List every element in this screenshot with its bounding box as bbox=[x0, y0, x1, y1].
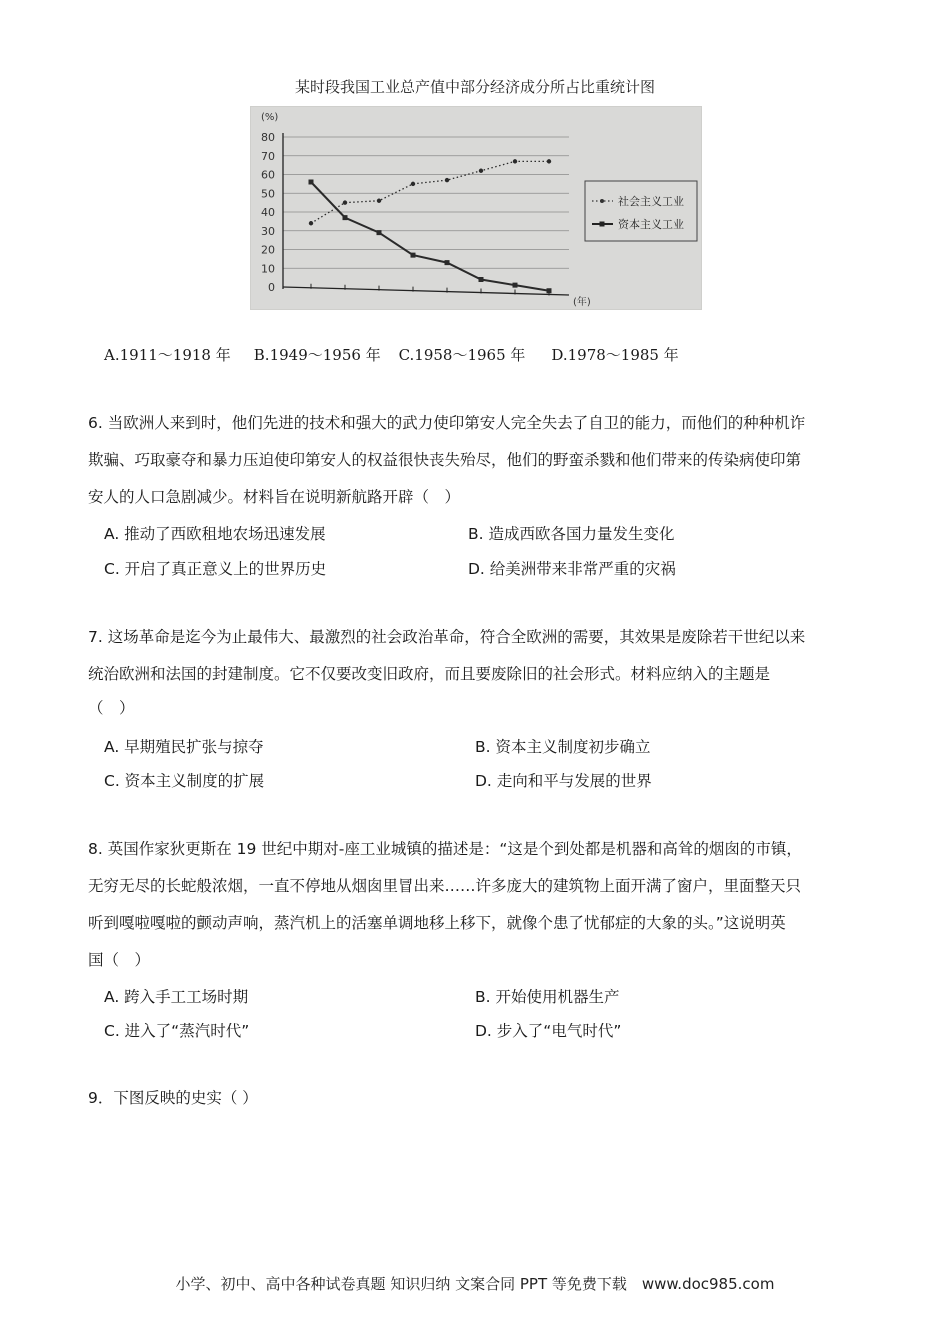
q7-option-d[interactable]: D. 走向和平与发展的世界 bbox=[475, 772, 652, 790]
q8-line: 无穷无尽的长蛇般浓烟，一直不停地从烟囱里冒出来……许多庞大的建筑物上面开满了窗户，里面整天只 bbox=[88, 877, 802, 895]
q8-option-c[interactable]: C. 进入了“蒸汽时代” bbox=[104, 1022, 250, 1040]
data-point-socialist bbox=[513, 159, 517, 163]
q6-line: 安人的人口急剧减少。材料旨在说明新航路开辟（ ） bbox=[88, 488, 461, 506]
q7-line: 7. 这场革命是迄今为止最伟大、最激烈的社会政治革命，符合全欧洲的需要，其效果是废除若干世纪以来 bbox=[88, 628, 806, 646]
data-point-socialist bbox=[445, 178, 449, 182]
q8-option-b[interactable]: B. 开始使用机器生产 bbox=[475, 988, 620, 1006]
y-tick-label: 50 bbox=[261, 187, 275, 201]
q8-stem bbox=[88, 831, 868, 979]
y-tick-labels bbox=[261, 131, 275, 294]
chart-title: 某时段我国工业总产值中部分经济成分所占比重统计图 bbox=[294, 78, 655, 96]
data-point-socialist bbox=[411, 182, 415, 186]
q7-option-c[interactable]: C. 资本主义制度的扩展 bbox=[104, 772, 265, 790]
chart-series bbox=[309, 159, 552, 293]
data-point-capitalist bbox=[377, 230, 382, 235]
q5-options bbox=[104, 344, 679, 365]
x-axis-line bbox=[283, 287, 569, 295]
data-point-socialist bbox=[343, 200, 347, 204]
y-tick-label: 30 bbox=[261, 224, 275, 238]
data-point-socialist bbox=[377, 199, 381, 203]
data-point-socialist bbox=[309, 221, 313, 225]
q6-line: 欺骗、巧取豪夺和暴力压迫使印第安人的权益很快丧失殆尽，他们的野蛮杀戮和他们带来的传染病使印第 bbox=[88, 451, 802, 469]
y-tick-label: 60 bbox=[261, 168, 275, 182]
x-axis-label: (年) bbox=[573, 297, 591, 308]
data-point-capitalist bbox=[547, 288, 552, 293]
legend-marker-socialist bbox=[600, 199, 604, 203]
legend-label-capitalist: 资本主义工业 bbox=[618, 218, 684, 231]
data-point-capitalist bbox=[343, 215, 348, 220]
data-point-capitalist bbox=[411, 253, 416, 258]
q6-option-c[interactable]: C. 开启了真正意义上的世界历史 bbox=[104, 560, 327, 578]
data-point-capitalist bbox=[513, 283, 518, 288]
line-chart bbox=[250, 106, 702, 310]
q6-option-b[interactable]: B. 造成西欧各国力量发生变化 bbox=[468, 525, 675, 543]
q8-option-a[interactable]: A. 跨入手工工场时期 bbox=[104, 988, 249, 1006]
data-point-capitalist bbox=[445, 260, 450, 265]
data-point-socialist bbox=[479, 169, 483, 173]
y-axis-label: (%) bbox=[261, 112, 279, 123]
legend-label-socialist: 社会主义工业 bbox=[618, 195, 684, 208]
legend-marker-capitalist bbox=[600, 222, 605, 227]
series-line-socialist bbox=[311, 161, 549, 223]
q7-stem bbox=[88, 619, 868, 723]
q5-option-c[interactable]: C.1958～1965 年 bbox=[398, 346, 526, 364]
q5-option-a[interactable]: A.1911～1918 年 bbox=[104, 346, 231, 364]
series-line-capitalist bbox=[311, 182, 549, 291]
chart-svg bbox=[251, 107, 701, 309]
y-tick-label: 70 bbox=[261, 149, 275, 163]
y-tick-label: 0 bbox=[268, 281, 275, 294]
q8-line: 听到嘎啦嘎啦的颤动声响，蒸汽机上的活塞单调地移上移下，就像个患了忧郁症的大象的头。”这说明英 bbox=[88, 914, 786, 932]
data-point-capitalist bbox=[309, 180, 314, 185]
legend-box bbox=[585, 181, 697, 241]
q8-line: 8. 英国作家狄更斯在 19 世纪中期对-座工业城镇的描述是：“这是个到处都是机器和高耸的烟囱的市镇， bbox=[88, 840, 802, 858]
chart-legend bbox=[585, 181, 697, 241]
q7-option-a[interactable]: A. 早期殖民扩张与掠夺 bbox=[104, 738, 264, 756]
q6-option-d[interactable]: D. 给美洲带来非常严重的灾祸 bbox=[468, 560, 676, 578]
q8-option-d[interactable]: D. 步入了“电气时代” bbox=[475, 1022, 622, 1040]
y-tick-label: 80 bbox=[261, 131, 275, 144]
q9-stem: 9．下图反映的史实（ ） bbox=[88, 1089, 258, 1107]
q7-option-b[interactable]: B. 资本主义制度初步确立 bbox=[475, 738, 651, 756]
page-footer[interactable]: 小学、初中、高中各种试卷真题 知识归纳 文案合同 PPT 等免费下载 www.doc985.com bbox=[175, 1275, 775, 1293]
q7-line: （ ） bbox=[88, 699, 135, 717]
y-tick-label: 40 bbox=[261, 206, 275, 219]
q7-line: 统治欧洲和法国的封建制度。它不仅要改变旧政府，而且要废除旧的社会形式。材料应纳入的主题是 bbox=[88, 665, 771, 683]
q6-stem bbox=[88, 405, 868, 516]
q6-option-a[interactable]: A. 推动了西欧租地农场迅速发展 bbox=[104, 525, 326, 543]
q5-option-b[interactable]: B.1949～1956 年 bbox=[253, 346, 381, 364]
y-tick-label: 20 bbox=[261, 243, 275, 257]
q5-option-d[interactable]: D.1978～1985 年 bbox=[551, 346, 679, 364]
data-point-capitalist bbox=[479, 277, 484, 282]
q6-line: 6. 当欧洲人来到时，他们先进的技术和强大的武力使印第安人完全失去了自卫的能力，而他们的种种机诈 bbox=[88, 414, 806, 432]
data-point-socialist bbox=[547, 159, 551, 163]
q8-line: 国（ ） bbox=[88, 951, 151, 969]
y-tick-label: 10 bbox=[261, 262, 275, 276]
